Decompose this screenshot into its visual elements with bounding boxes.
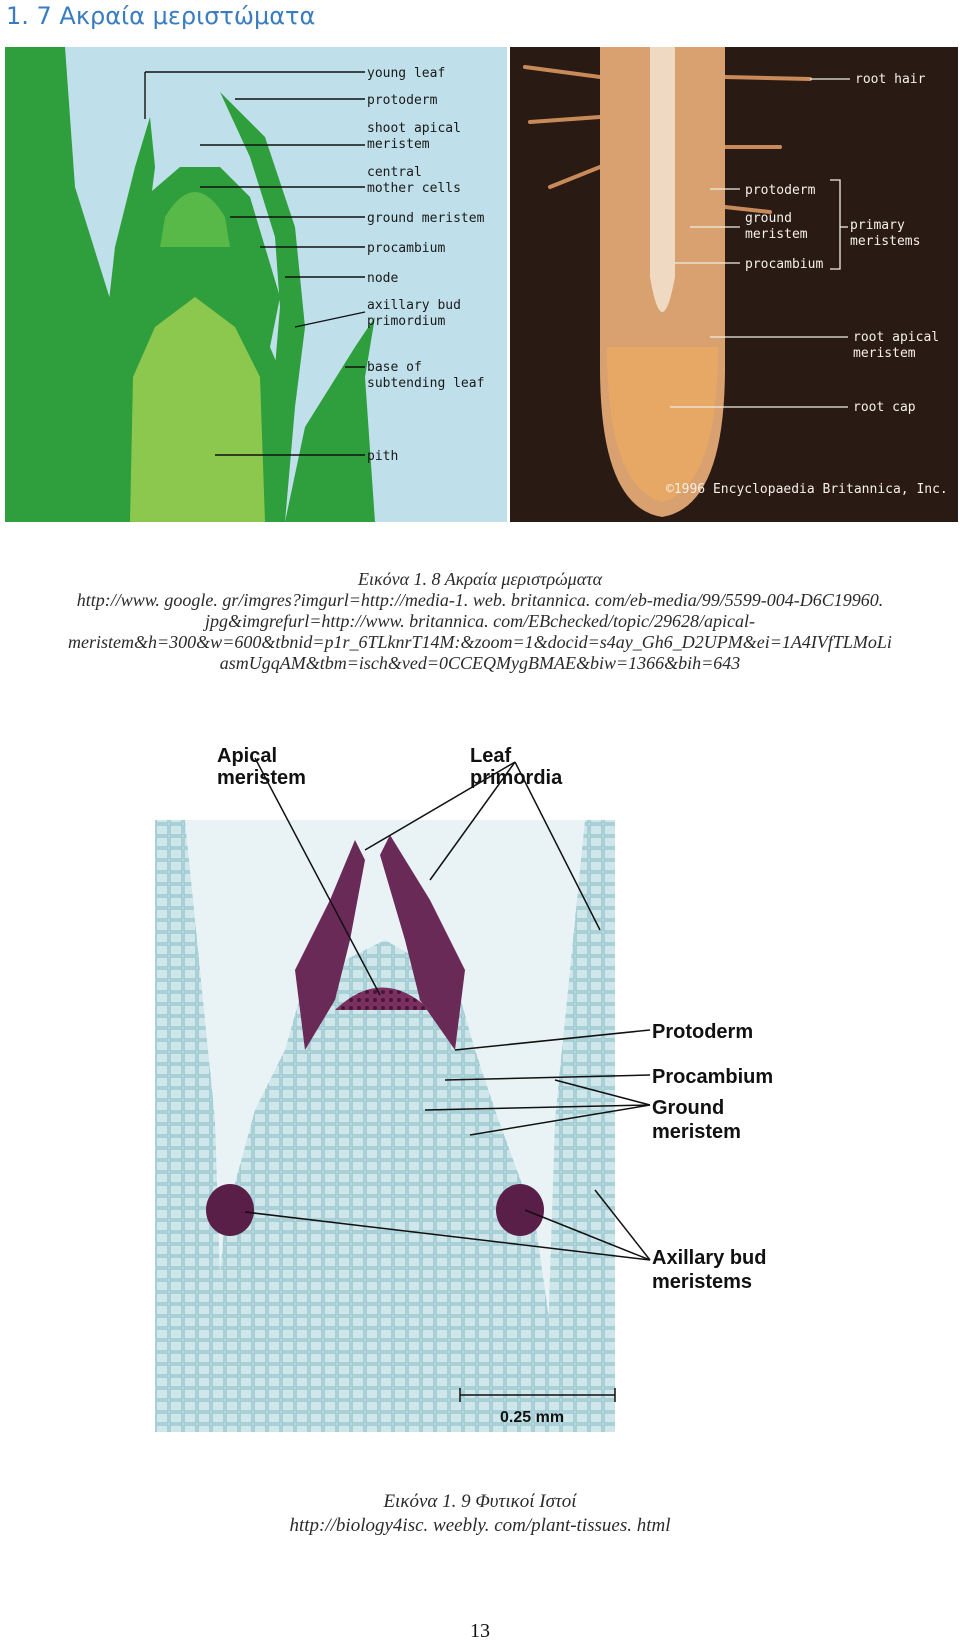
label-apical-meristem: meristem [217,767,306,789]
figure-1-9-caption [0,1490,960,1538]
label-subtending-leaf: subtending leaf [367,376,485,391]
scale-bar-label: 0.25 mm [500,1409,565,1426]
label-primary-meristems: meristems [850,234,921,249]
caption-url-line: http://www. google. gr/imgres?imgurl=http://media-1. web. britannica. com/eb-media/99/5599-004-D6C19960. [76,590,884,610]
caption-title: Εικόνα 1. 8 Ακραία μεριστρώματα [357,569,603,589]
label-procambium: Procambium [652,1066,774,1088]
label-pith: pith [367,449,399,464]
label-root-apical-meristem: meristem [853,346,916,361]
label-root-ground-meristem: meristem [745,227,808,242]
label-ground-meristem: meristem [652,1121,741,1143]
root-apex-diagram [510,47,958,522]
label-root-hair: root hair [855,72,926,87]
label-protoderm: Protoderm [652,1021,754,1043]
caption-url-line: jpg&imgrefurl=http://www. britannica. com/EBchecked/topic/29628/apical- [204,611,756,631]
label-root-cap: root cap [853,400,916,415]
label-shoot-apical: shoot apical [367,121,461,136]
label-axillary-meristems: meristems [652,1271,753,1293]
caption-url-line: asmUgqAM&tbm=isch&ved=0CCEQMygBMAE&biw=1366&bih=643 [219,653,741,673]
label-primordium: primordium [367,314,446,329]
label-root-apical: root apical [853,330,940,345]
label-ground: Ground [652,1097,725,1119]
label-meristem: meristem [367,137,430,152]
figure-1-8-caption [0,569,960,674]
label-root-protoderm: protoderm [745,183,816,198]
shoot-apex-micrograph [155,740,825,1485]
label-ground-meristem: ground meristem [367,211,485,226]
section-heading: 1. 7 Ακραία μεριστώματα [6,2,316,30]
label-node: node [367,271,399,286]
caption-title: Εικόνα 1. 9 Φυτικοί Ιστοί [383,1491,577,1512]
label-axillary-bud: axillary bud [367,298,461,313]
shoot-apex-diagram [5,47,507,522]
label-young-leaf: young leaf [367,66,446,81]
label-protoderm: protoderm [367,93,438,108]
label-axillary-bud: Axillary bud [652,1247,767,1269]
copyright-notice: ©1996 Encyclopaedia Britannica, Inc. [666,482,948,497]
label-mother-cells: mother cells [367,181,461,196]
apical-meristem-diagram [5,47,958,522]
label-apical: Apical [217,745,278,767]
label-base-of: base of [367,360,422,375]
label-root-ground: ground [745,211,792,226]
caption-url-line: meristem&h=300&w=600&tbnid=p1r_6TLknrT14M:&zoom=1&docid=s4ay_Gh6_D2UPM&ei=1A4IVfTLMoLi [68,632,892,652]
label-central: central [367,165,422,180]
label-procambium: procambium [367,241,446,256]
label-primary: primary [850,218,905,233]
caption-url: http://biology4isc. weebly. com/plant-tissues. html [289,1515,671,1536]
label-leaf: Leaf [470,745,512,767]
label-root-procambium: procambium [745,257,824,272]
page-number: 13 [470,1620,490,1642]
label-leaf-primordia: primordia [470,767,563,789]
